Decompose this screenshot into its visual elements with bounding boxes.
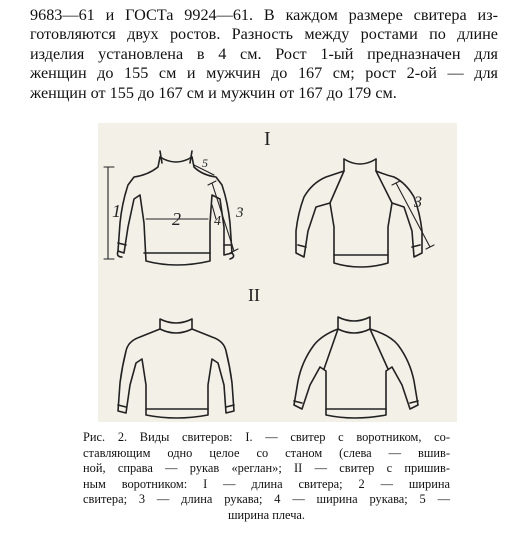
sweater-raglan [296, 159, 422, 267]
body-text [30, 6, 498, 103]
text-line: готовляются двух ростов. Разность между ростами по длине [30, 25, 498, 44]
measure-label: 1 [112, 201, 121, 221]
sweater-figure [98, 123, 457, 422]
caption-line: ширина плеча. [227, 507, 306, 522]
dimension-lines [104, 165, 434, 259]
sweater-illustration [98, 123, 457, 422]
measure-label: 3 [414, 194, 422, 211]
measure-label: 2 [172, 209, 181, 229]
measure-label: 4 [214, 214, 221, 229]
text-line: женщин от 155 до 167 см и мужчин от 167 до 179 см. [30, 83, 397, 102]
sweater-set-in-sleeve [118, 151, 234, 265]
sweater-sewn-collar-set-in [118, 319, 234, 418]
roman-label: II [248, 285, 260, 305]
roman-label: I [264, 128, 271, 150]
figure-caption [83, 430, 450, 524]
caption-line: ным воротником: I — длина свитера; 2 — ширина [83, 476, 450, 491]
text-line: женщин до 155 см и мужчин до 167 см; рост 2-ой — для [30, 64, 498, 83]
measure-label: 3 [236, 205, 244, 221]
measure-label: 5 [202, 156, 208, 170]
caption-line: ной, справа — рукав «реглан»; II — свитер с пришив- [83, 461, 450, 476]
caption-line: Рис. 2. Виды свитеров: I. — свитер с воротником, со- [83, 430, 450, 444]
text-line: 9683—61 и ГОСТа 9924—61. В каждом размере свитера из- [30, 6, 498, 24]
sweater-sewn-collar-raglan [294, 317, 418, 418]
text-line: изделия установлена в 4 см. Рост 1-ый предназначен для [30, 44, 498, 63]
caption-line: свитера; 3 — длина рукава; 4 — ширина рукава; 5 — [83, 492, 450, 507]
caption-line: ставляющим одно целое со станом (слева — вшив- [83, 445, 450, 460]
